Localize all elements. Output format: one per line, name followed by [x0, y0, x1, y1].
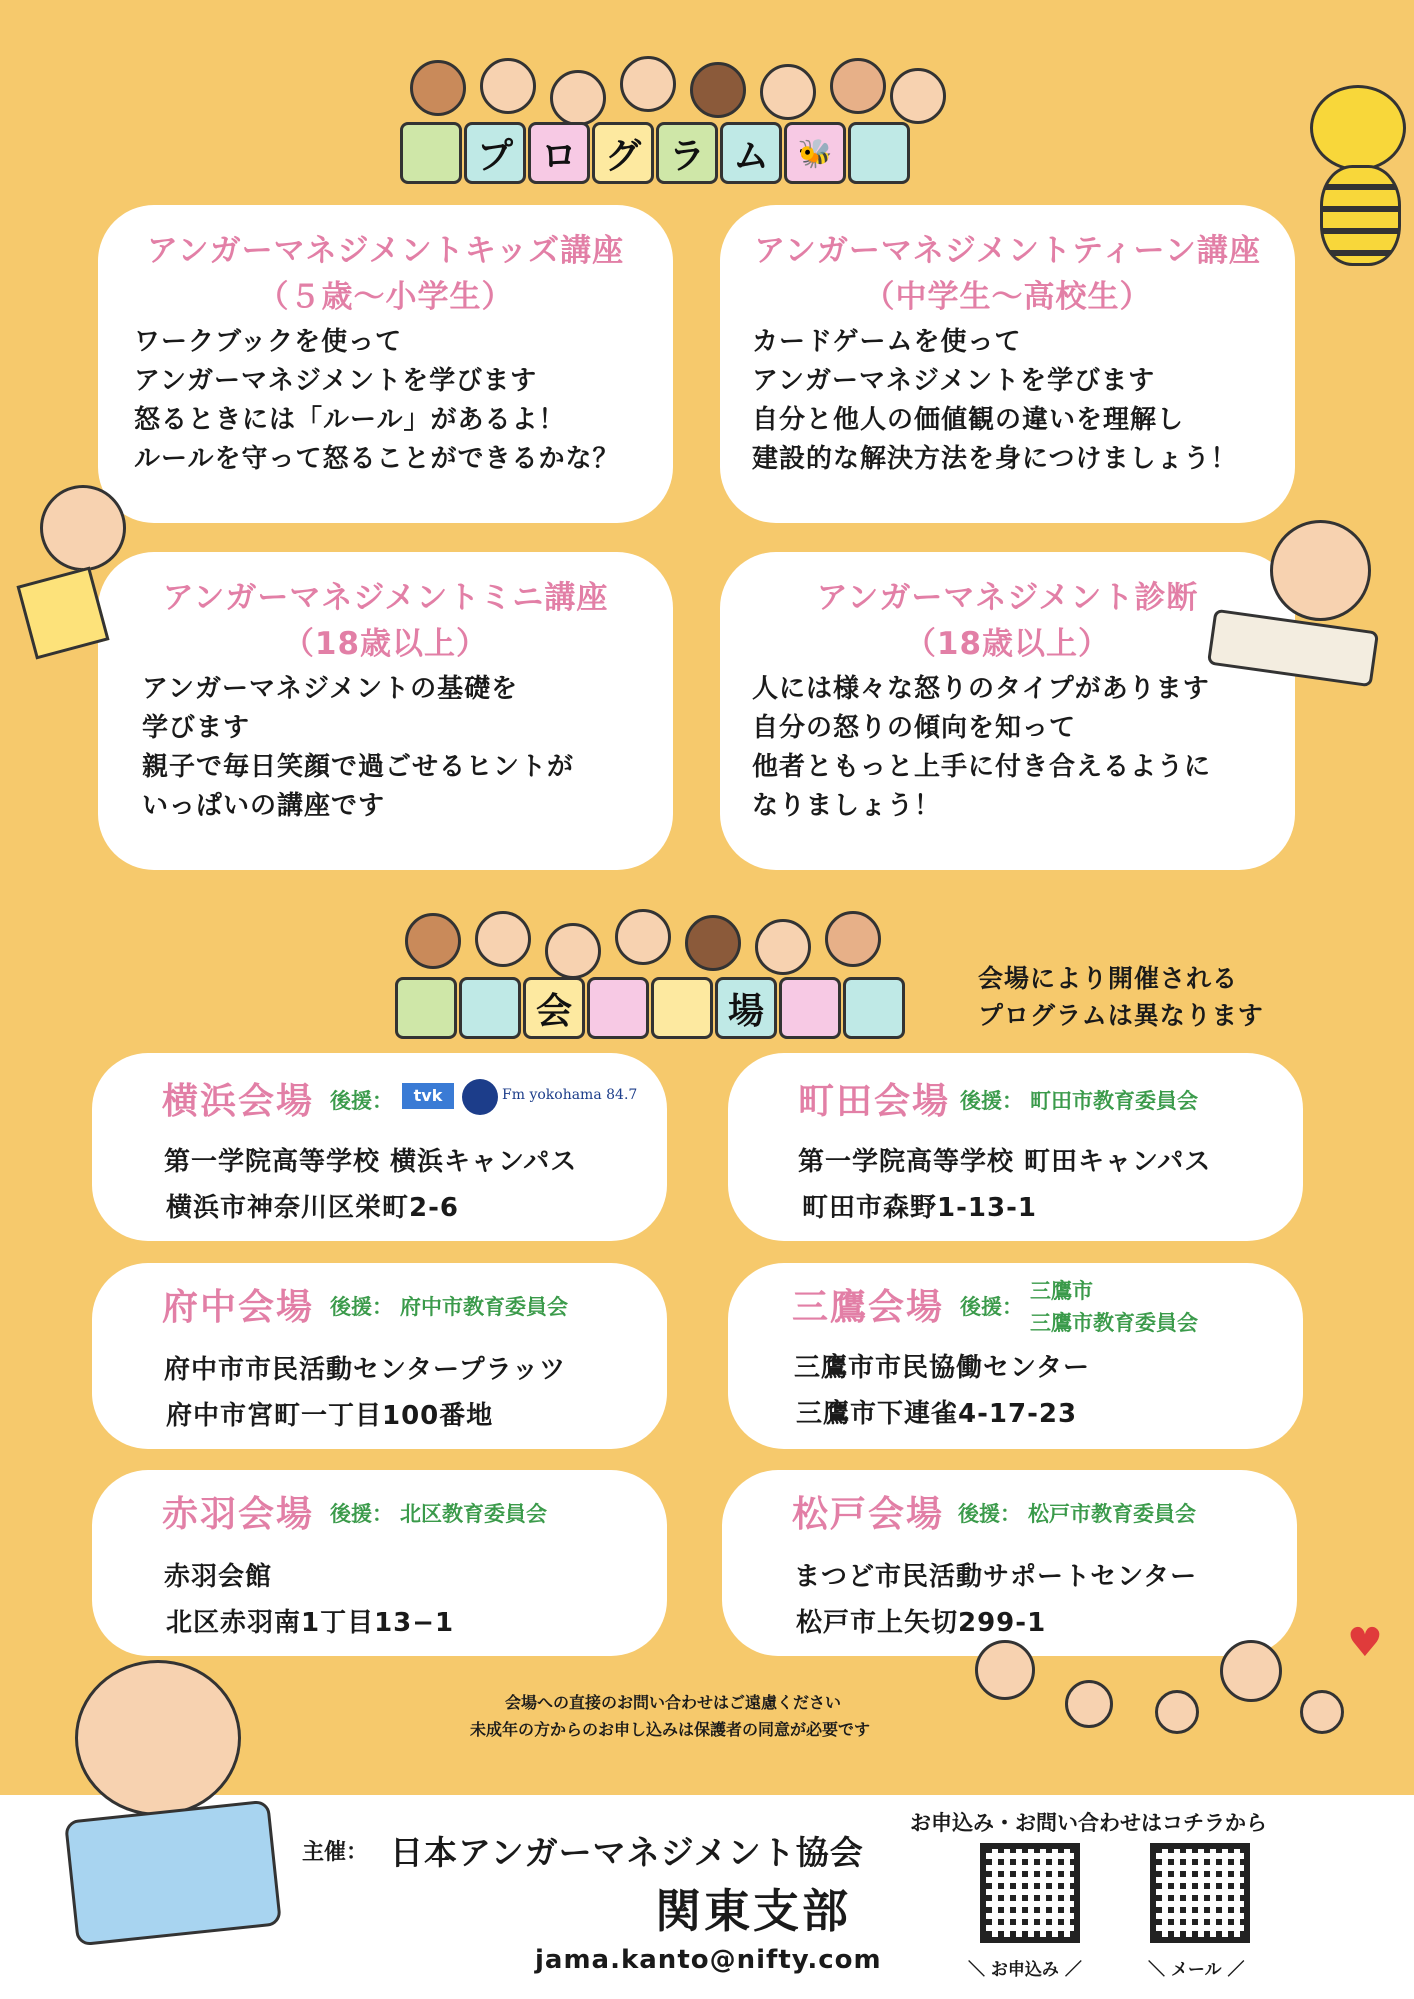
- notice: 未成年の方からのお申し込みは保護者の同意が必要です: [470, 1720, 871, 1739]
- venue-name: 横浜会場: [162, 1081, 315, 1122]
- venue-card: [728, 1053, 1303, 1241]
- venue-sponsor-label: 後援：: [330, 1502, 393, 1526]
- organizer-name: 日本アンガーマネジメント協会: [390, 1833, 864, 1872]
- puzzle-piece: [464, 122, 526, 184]
- bee-icon: 🐝: [797, 136, 833, 170]
- venue-header-illustration: [395, 905, 935, 1060]
- puzzle-piece: [843, 977, 905, 1039]
- organizer-label: 主催：: [302, 1840, 369, 1865]
- venue-card: [92, 1470, 667, 1656]
- kid-illustration: [690, 62, 746, 118]
- contact-email: jama.kanto@nifty.com: [535, 1945, 882, 1975]
- venue-address: 北区赤羽南1丁目13−1: [166, 1608, 455, 1638]
- program-card: [98, 552, 673, 870]
- program-card: [98, 205, 673, 523]
- venue-address: 松戸市上矢切299-1: [796, 1608, 1047, 1638]
- kid-illustration: [760, 64, 816, 120]
- venue-sponsor: 松戸市教育委員会: [1028, 1502, 1196, 1526]
- venue-char: 場: [727, 990, 764, 1032]
- puzzle-piece: [656, 122, 718, 184]
- boy-reading-illustration: [1210, 520, 1380, 700]
- venue-card: [92, 1053, 667, 1241]
- venue-char: 会: [535, 990, 572, 1032]
- kid-illustration: [545, 923, 601, 979]
- qr-label-application: ＼ お申込み ／: [968, 1960, 1082, 1980]
- venue-address: 横浜市神奈川区栄町2-6: [166, 1193, 459, 1223]
- program-title: アンガーマネジメントキッズ講座: [146, 233, 625, 269]
- venue-sponsor-label: 後援：: [330, 1089, 393, 1113]
- notice: 会場への直接のお問い合わせはご遠慮ください: [505, 1693, 842, 1712]
- puzzle-piece: [848, 122, 910, 184]
- venue-name: 三鷹会場: [792, 1287, 945, 1328]
- venue-sponsor: 北区教育委員会: [400, 1502, 547, 1526]
- kid-illustration: [890, 68, 946, 124]
- kid-illustration: [475, 911, 531, 967]
- heart-balloon-icon: ♥: [1347, 1620, 1383, 1666]
- venue-sponsor-label: 後援：: [958, 1502, 1021, 1526]
- puzzle-piece: [784, 122, 846, 184]
- girl-reading-illustration: [20, 475, 140, 665]
- program-description: 人には様々な怒りのタイプがあります 自分の怒りの傾向を知って 他者ともっと上手に付き合えるように なりましょう！: [752, 674, 1212, 821]
- puzzle-piece: [715, 977, 777, 1039]
- puzzle-piece: [400, 122, 462, 184]
- venue-location: まつど市民活動サポートセンター: [794, 1562, 1198, 1592]
- venue-address: 三鷹市下連雀4-17-23: [796, 1399, 1078, 1429]
- puzzle-piece: [587, 977, 649, 1039]
- puzzle-piece: [523, 977, 585, 1039]
- program-card: [720, 205, 1295, 523]
- application-qr-code[interactable]: [980, 1843, 1080, 1943]
- program-char: プ: [476, 135, 513, 177]
- program-char: ム: [732, 135, 769, 177]
- venue-name: 府中会場: [162, 1287, 315, 1328]
- program-subtitle: （中学生〜高校生）: [863, 279, 1152, 315]
- program-subtitle: （18歳以上）: [904, 626, 1111, 662]
- venue-sponsor: 町田市教育委員会: [1030, 1089, 1198, 1113]
- venue-location: 第一学院高等学校 町田キャンパス: [798, 1147, 1212, 1177]
- venue-sponsor-label: 後援：: [330, 1295, 393, 1319]
- venue-address: 町田市森野1-13-1: [802, 1193, 1037, 1223]
- program-char: ラ: [668, 135, 705, 177]
- venue-sponsor-label: 後援：: [960, 1295, 1023, 1319]
- venue-location: 三鷹市市民協働センター: [794, 1353, 1090, 1383]
- venue-sponsor: 三鷹市 三鷹市教育委員会: [1030, 1279, 1198, 1335]
- puzzle-piece: [395, 977, 457, 1039]
- program-char: グ: [604, 135, 641, 177]
- puzzle-piece: [459, 977, 521, 1039]
- venue-sponsor-label: 後援：: [960, 1089, 1023, 1113]
- program-title: アンガーマネジメントティーン講座: [754, 233, 1261, 269]
- kid-illustration: [755, 919, 811, 975]
- kid-illustration: [825, 911, 881, 967]
- venue-name: 松戸会場: [792, 1494, 945, 1535]
- puzzle-piece: [592, 122, 654, 184]
- kid-illustration: [620, 56, 676, 112]
- program-header-illustration: [400, 50, 960, 210]
- qr-label-email: ＼ メール ／: [1148, 1960, 1245, 1980]
- venue-location: 赤羽会館: [164, 1562, 273, 1592]
- kid-illustration: [830, 58, 886, 114]
- venue-name: 赤羽会場: [162, 1494, 315, 1535]
- program-title: アンガーマネジメント診断: [816, 580, 1199, 616]
- venue-location: 府中市市民活動センタープラッツ: [164, 1355, 567, 1385]
- venue-address: 府中市宮町一丁目100番地: [166, 1401, 494, 1431]
- fm-yokohama-logo-text: Fm yokohama 84.7: [502, 1087, 638, 1103]
- bee-illustration: [1300, 55, 1400, 275]
- program-subtitle: （５歳〜小学生）: [257, 279, 514, 315]
- program-description: ワークブックを使って アンガーマネジメントを学びます 怒るときには「ルール」があるよ！ ルールを守って怒ることができるかな？: [134, 327, 620, 474]
- program-subtitle: （18歳以上）: [282, 626, 489, 662]
- branch-name: 関東支部: [655, 1884, 851, 1938]
- fm-yokohama-logo: [462, 1079, 498, 1115]
- venue-note: 会場により開催される プログラムは異なります: [978, 964, 1264, 1030]
- program-card: [720, 552, 1295, 870]
- venue-sponsor: 府中市教育委員会: [400, 1295, 568, 1319]
- venue-name: 町田会場: [798, 1081, 951, 1122]
- kid-illustration: [480, 58, 536, 114]
- contact-caption: お申込み・お問い合わせはコチラから: [910, 1811, 1267, 1835]
- program-description: カードゲームを使って アンガーマネジメントを学びます 自分と他人の価値観の違いを理解し 建設的な解決方法を身につけましょう！: [752, 327, 1238, 474]
- puzzle-piece: [779, 977, 841, 1039]
- puzzle-piece: [720, 122, 782, 184]
- program-title: アンガーマネジメントミニ講座: [162, 580, 609, 616]
- family-illustration: [955, 1620, 1385, 1790]
- email-qr-code[interactable]: [1150, 1843, 1250, 1943]
- puzzle-piece: [651, 977, 713, 1039]
- venue-card: [92, 1263, 667, 1449]
- kid-illustration: [405, 913, 461, 969]
- tvk-logo: tvk: [402, 1083, 454, 1109]
- kid-illustration: [550, 70, 606, 126]
- program-description: アンガーマネジメントの基礎を 学びます 親子で毎日笑顔で過ごせるヒントが いっぱいの講座です: [142, 674, 575, 821]
- kid-illustration: [685, 915, 741, 971]
- program-char: ロ: [540, 135, 577, 177]
- kid-illustration: [615, 909, 671, 965]
- kid-illustration: [410, 60, 466, 116]
- boy-puzzle-illustration: [60, 1650, 280, 1980]
- venue-card: [728, 1263, 1303, 1449]
- puzzle-piece: [528, 122, 590, 184]
- venue-location: 第一学院高等学校 横浜キャンパス: [164, 1147, 578, 1177]
